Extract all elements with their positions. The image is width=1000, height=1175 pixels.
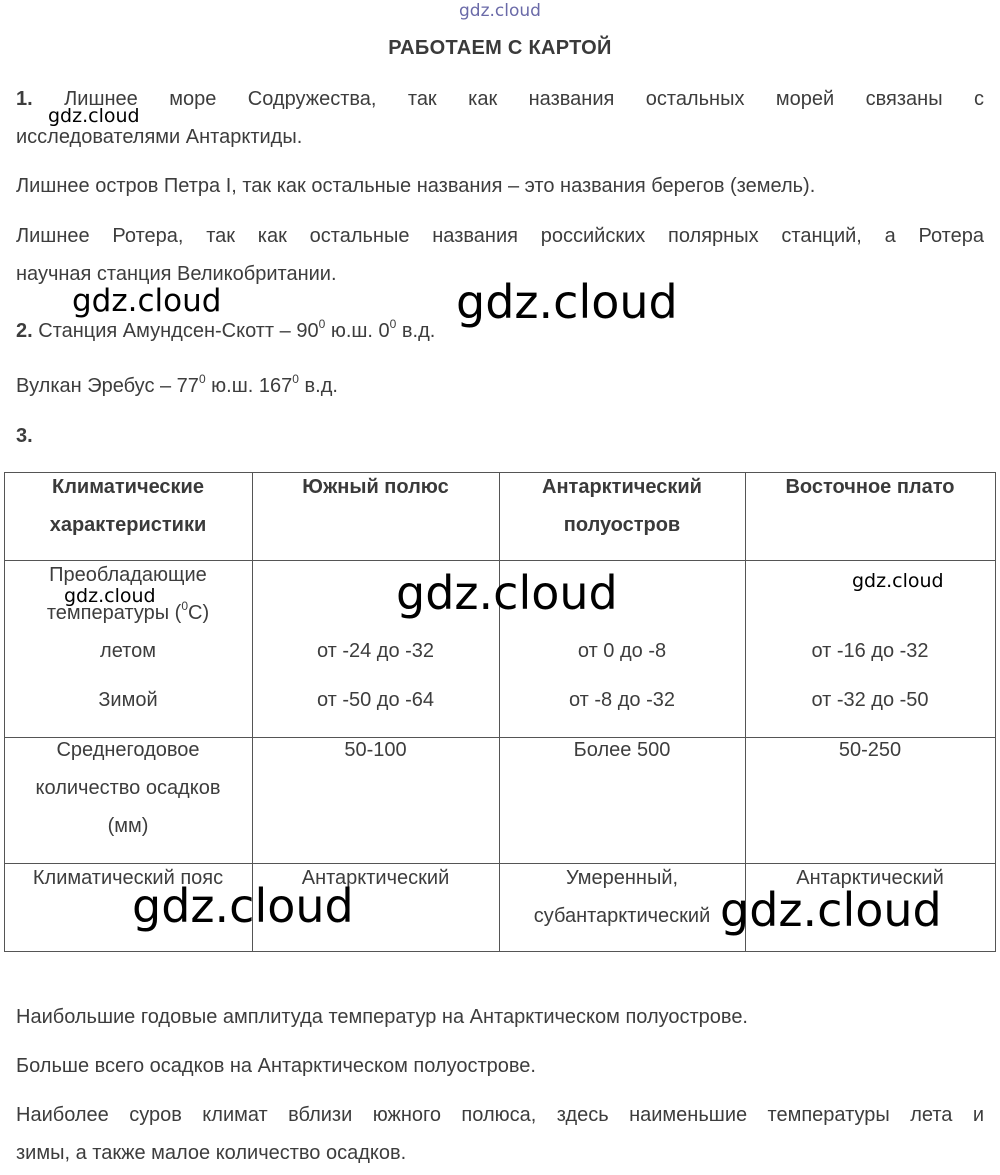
watermark: gdz.cloud [64,585,156,607]
task1-line1 [16,80,984,118]
volcano-mid: ю.ш. 167 [205,375,293,397]
summer-east-plateau: от -16 до -32 [811,640,929,662]
degree-sup: 0 [292,372,299,386]
precip-peninsula: Более 500 [573,739,671,761]
belt-peninsula: Умеренный, субантарктический [533,867,711,927]
winter-south-pole: от -50 до -64 [316,689,435,711]
precipitation-label: Среднегодовое количество осадков (мм) [35,739,221,837]
degree-sup: 0 [198,372,206,386]
watermark: gdz.cloud [396,566,618,620]
station-mid: ю.ш. 0 [325,320,390,342]
task1-number: 1. [16,88,33,110]
winter-label: Зимой [98,689,158,711]
watermark: gdz.cloud [720,883,942,937]
task1-text: Лишнее море Содружества, так как названия остальных морей связаны с [64,88,985,110]
header-east-plateau: Восточное плато [785,476,955,498]
watermark: gdz.cloud [48,105,140,127]
temperature-label: Преобладающие температуры ($^0$С) [46,564,210,624]
summer-south-pole: от -24 до -32 [316,640,435,662]
station-text: Станция Амундсен-Скотт – 90 [38,320,319,342]
conclusion-1: Наибольшие годовые амплитуда температур на Антарктическом полуострове. [16,1006,748,1028]
belt-south-pole: Антарктический [301,867,450,889]
task3-number: 3. [16,425,33,447]
task1-line1b: исследователями Антарктиды. [16,126,303,148]
precip-east-plateau: 50-250 [838,739,902,761]
winter-east-plateau: от -32 до -50 [811,689,929,711]
conclusion-3-line1: Наиболее суров климат вблизи южного полюса, здесь наименьшие температуры лета и [16,1104,984,1126]
watermark: gdz.cloud [72,283,222,319]
watermark: gdz.cloud [456,275,678,329]
conclusion-2: Больше всего осадков на Антарктическом полуострове. [16,1055,536,1077]
task2-volcano [16,367,338,405]
task1-paragraph2: Лишнее остров Петра I, так как остальные названия – это названия берегов (земель). [16,175,816,197]
task2-number: 2. [16,320,33,342]
precip-south-pole: 50-100 [344,739,407,761]
watermark: gdz.cloud [132,879,354,933]
top-watermark: gdz.cloud [459,1,541,21]
conclusion-3-line2: зимы, а также малое количество осадков. [16,1142,407,1164]
summer-peninsula: от 0 до -8 [577,640,667,662]
summer-label: летом [100,640,156,662]
degree-sup: 0 [318,317,326,331]
watermark: gdz.cloud [852,570,944,592]
station-end: в.д. [396,320,436,342]
belt-east-plateau: Антарктический [796,867,944,889]
page-title: РАБОТАЕМ С КАРТОЙ [388,37,612,59]
volcano-end: в.д. [298,375,338,397]
winter-peninsula: от -8 до -32 [569,689,675,711]
header-characteristics: Климатические характеристики [49,476,207,536]
task1-paragraph3-line2: научная станция Великобритании. [16,263,337,285]
volcano-text: Вулкан Эребус – 77 [16,375,199,397]
header-antarctic-peninsula: Антарктический полуостров [542,476,702,536]
header-south-pole: Южный полюс [302,476,449,498]
degree-sup: 0 [389,317,397,331]
task1-paragraph3-line1: Лишнее Ротера, так как остальные названия российских полярных станций, а Ротера [16,225,984,247]
belt-label: Климатический пояс [32,867,224,889]
